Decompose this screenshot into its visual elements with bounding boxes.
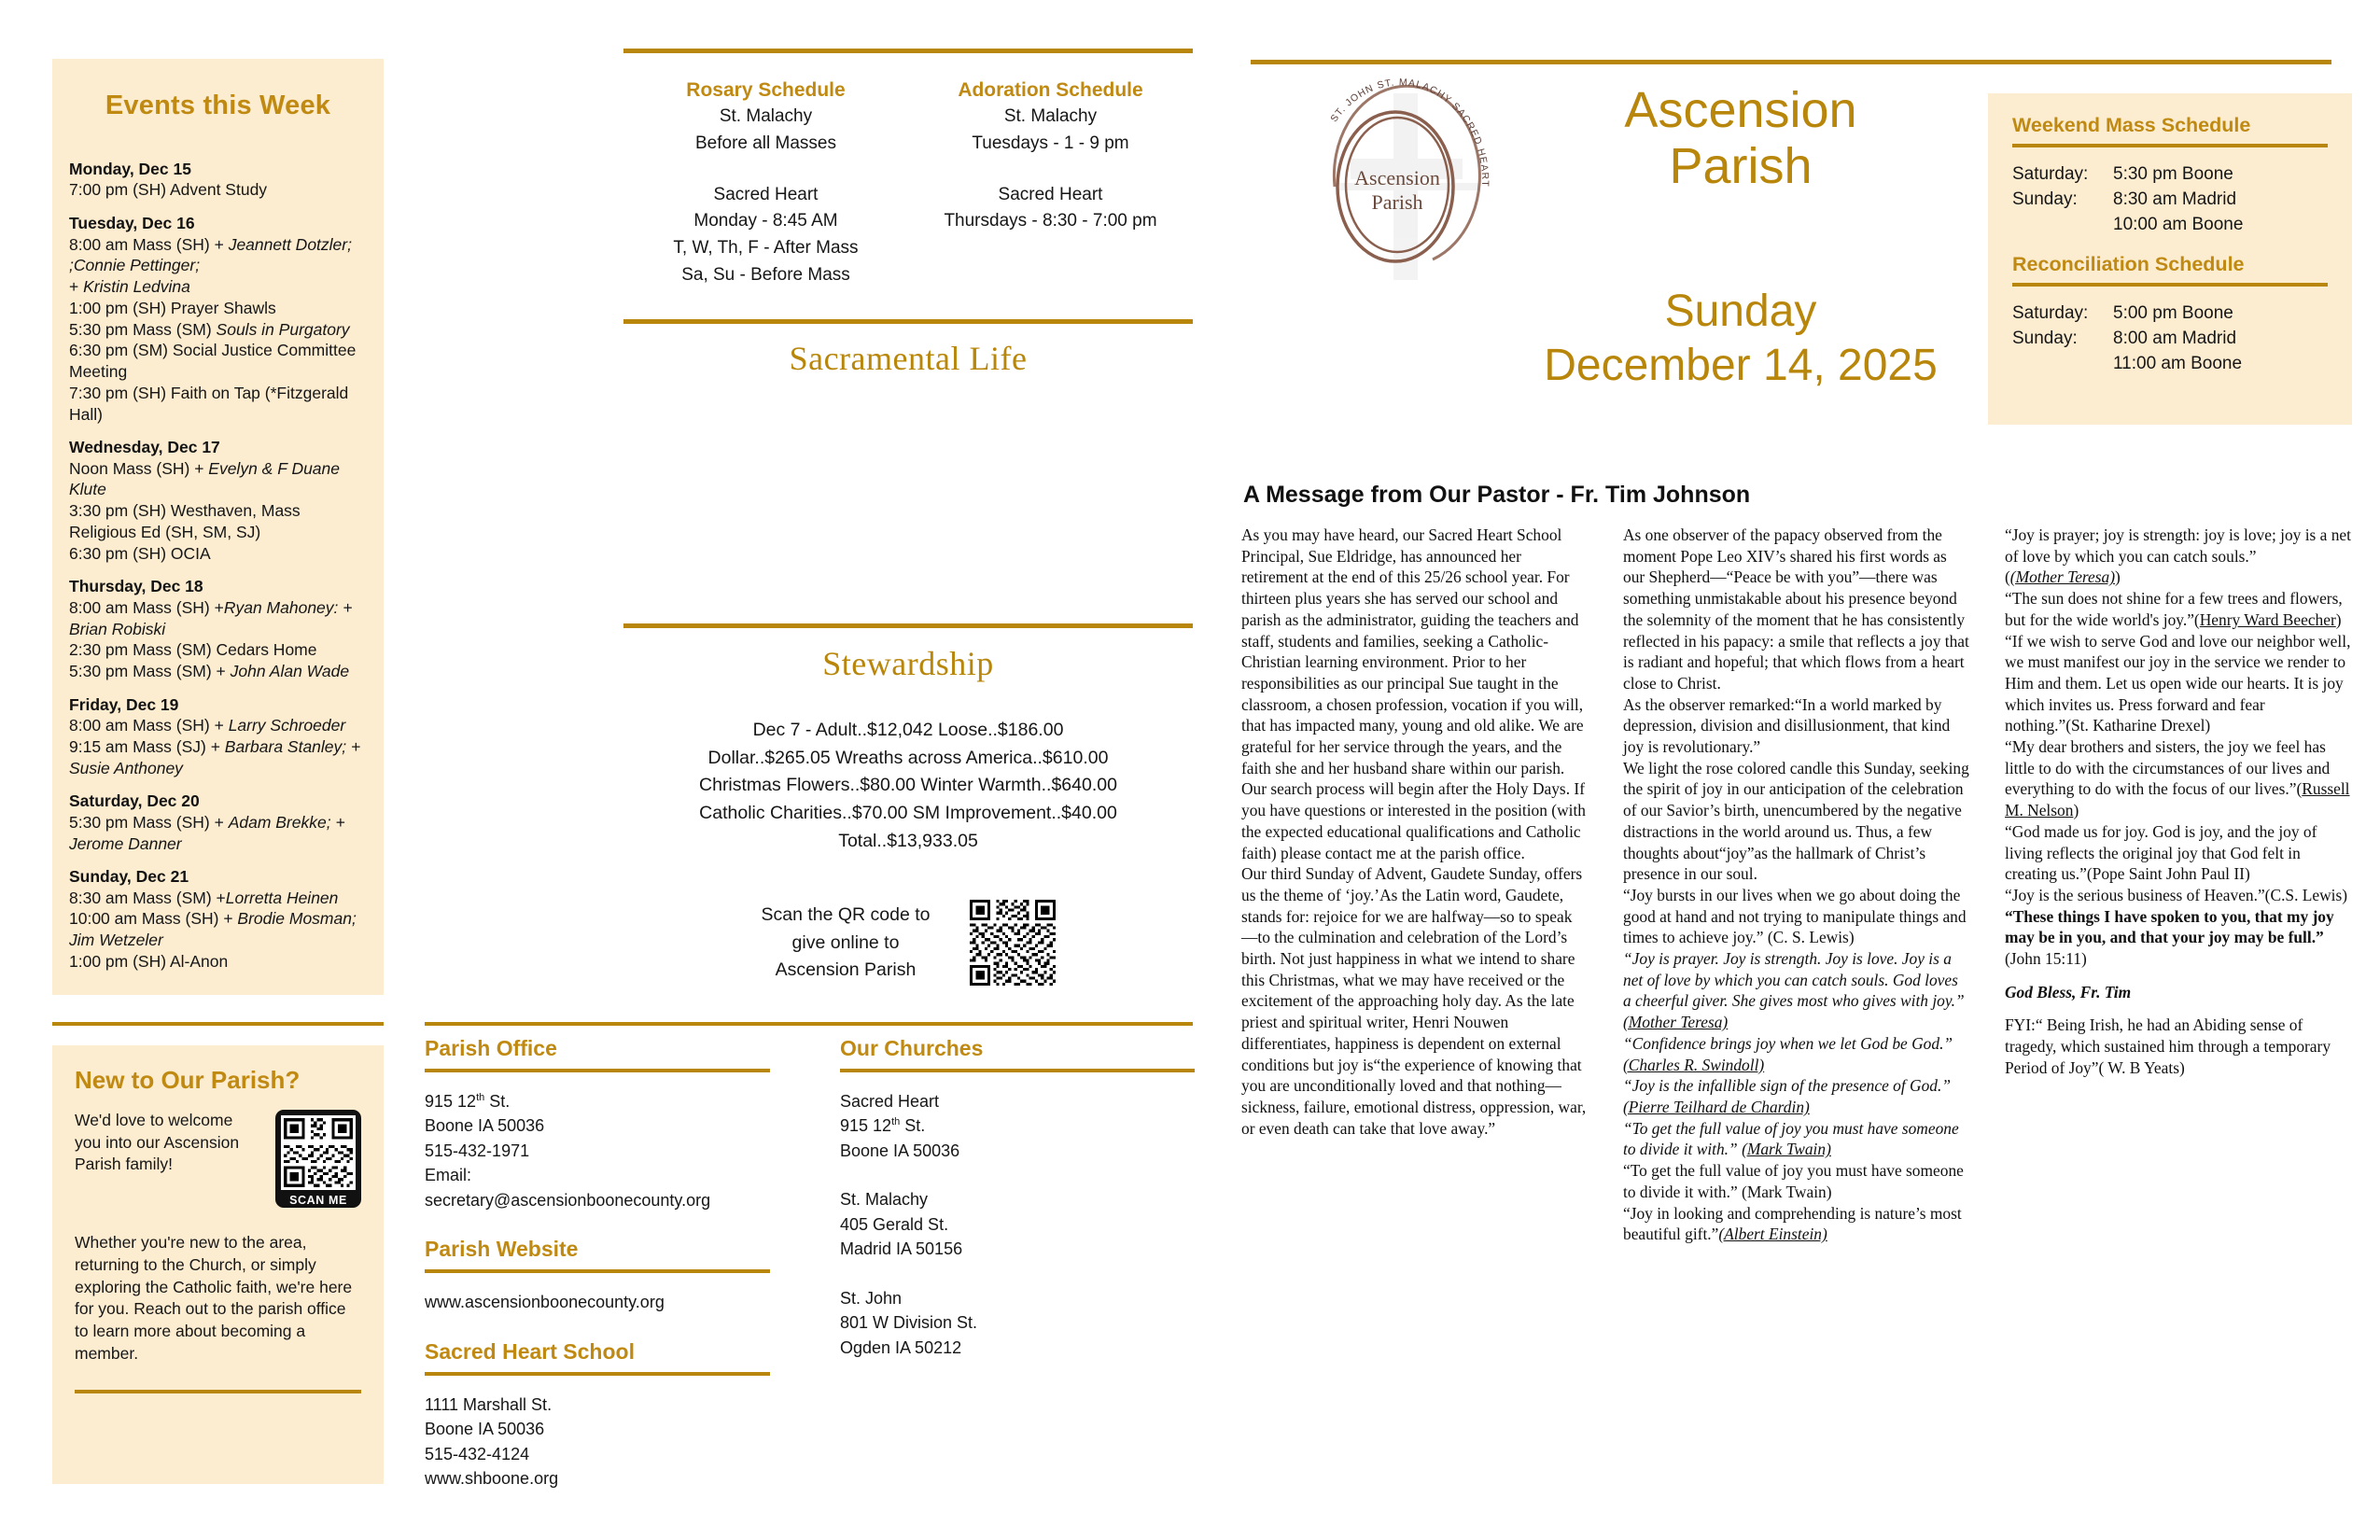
church-city: Boone IA 50036 [840, 1141, 960, 1160]
event-intention: Brodie Mosman; Jim Wetzeler [69, 909, 357, 950]
event-line: + Kristin Ledvina [69, 277, 190, 297]
divider-rule-bottom-left [52, 1022, 384, 1026]
parish-logo [1293, 77, 1531, 291]
svg-text:Ascension: Ascension [1354, 166, 1440, 189]
reconciliation-row [2012, 327, 2328, 352]
divider-rule-top [623, 49, 1193, 53]
event-intention: Barbara Stanley; + Susie Anthoney [69, 736, 361, 777]
event-line: 8:00 am Mass (SH) + Jeannett Dotzler; ;Connie Pettinger; [69, 234, 352, 275]
scan-me-label: SCAN ME [289, 1194, 347, 1207]
event-line: 9:15 am Mass (SJ) + Barbara Stanley; + Susie Anthoney [69, 736, 361, 777]
rosary-schedule [623, 79, 908, 287]
divider-rule [2012, 144, 2328, 147]
pastor-paragraph: Our third Sunday of Advent, Gaudete Sunday, offers us the theme of ‘joy.’As the Latin word, Gaudete, stands for: rejoice for we are halfway—so to speak—to the culmination and celebration of the Lord’s birth. Not just happiness in what we intend to share this Christmas, what we may have received or the excitement of the approaching holy day. As the late priest and spiritual writer, Henri Nouwen differentiates, happiness is dependent on external conditions but joy is“the experience of knowing that you are unconditionally loved and that nothing—sickness, failure, emotional distress, oppression, war, or even death can take that love away.” [1241, 864, 1587, 1138]
quote-attribution: (Pierre Teilhard de Chardin) [1623, 1097, 1810, 1116]
event-line: 8:30 am Mass (SM) +Lorretta Heinen [69, 888, 339, 907]
pastor-paragraph: We light the rose colored candle this Sunday, seeking the spirit of joy in our anticipation of the celebration of our Savior’s birth, unencumbered by the negative distractions in the world around us. Thus, a few thoughts about“joy”as the hallmark of Christ’s presence in our soul. [1623, 758, 1969, 884]
rosary-line: St. Malachy [719, 106, 813, 126]
divider-rule [2012, 283, 2328, 287]
divider-rule [425, 1372, 770, 1376]
event-intention: Evelyn & F Duane Klute [69, 458, 341, 499]
reconciliation-day: Sunday: [2012, 328, 2078, 348]
parish-office-column [425, 1036, 770, 1491]
stewardship-figures [623, 717, 1193, 855]
event-line: Noon Mass (SH) + Evelyn & F Duane Klute [69, 458, 341, 499]
event-line: Religious Ed (SH, SM, SJ) [69, 522, 261, 541]
stewardship-line: Dollar..$265.05 Wreaths across America..$610.00 [707, 747, 1109, 768]
event-line: 6:30 pm (SM) Social Justice Committee Meeting [69, 341, 357, 382]
pastor-quote: “The sun does not shine for a few trees and flowers, but for the wide world's joy.”(Henry Ward Beecher) [2005, 589, 2343, 629]
divider-rule [425, 1069, 770, 1072]
parish-office-heading: Parish Office [425, 1036, 557, 1060]
event-line: 3:30 pm (SH) Westhaven, Mass [69, 501, 301, 521]
quote-attribution: (Charles R. Swindoll) [1623, 1055, 1765, 1074]
quote-attribution: (Mother Teresa) [2009, 567, 2116, 587]
masthead-date [1456, 285, 2025, 392]
divider-rule-masthead [1251, 60, 2331, 64]
parish-office-phone: 515-432-1971 [425, 1141, 530, 1160]
rosary-line: Sa, Su - Before Mass [681, 265, 850, 286]
pastor-quote [1623, 1203, 1969, 1245]
church-address: 801 W Division St. [840, 1313, 978, 1333]
our-churches-column [840, 1036, 1195, 1360]
event-line: 7:00 pm (SH) Advent Study [69, 180, 268, 200]
divider-rule [425, 1269, 770, 1273]
divider-rule [75, 1390, 361, 1393]
pastor-quote [1623, 885, 1969, 948]
quote-text: “Joy is the infallible sign of the presence of God.” [1623, 1076, 1951, 1096]
event-intention: Jeannett Dotzler; ;Connie Pettinger; [69, 234, 352, 275]
rosary-line: Before all Masses [694, 133, 836, 153]
church-entry [840, 1187, 1195, 1261]
quote-text: “Joy bursts in our lives when we go about doing the good at hand and not trying to manipulate things and times to achieve joy.” [1623, 885, 1967, 947]
event-line: 7:30 pm (SH) Faith on Tap (*Fitzgerald Hall) [69, 383, 349, 424]
events-this-week-panel [52, 59, 384, 995]
adoration-line: Sacred Heart [998, 184, 1103, 204]
weekend-mass-row [2012, 162, 2328, 188]
event-line: 8:00 am Mass (SH) + Larry Schroeder [69, 716, 346, 735]
masthead-day: Sunday [1664, 287, 1817, 336]
parish-website-heading: Parish Website [425, 1237, 579, 1262]
events-list [69, 159, 367, 973]
qr-instructions [761, 902, 930, 984]
quote-attribution: (Mother Teresa) [1623, 1013, 1729, 1032]
giving-qr-code-icon[interactable] [970, 900, 1056, 986]
pastor-postscript: FYI:“ Being Irish, he had an Abiding sense of tragedy, which sustained him through a temporary Period of Joy”( W. B Yeats) [2005, 1015, 2331, 1077]
parish-website-url[interactable]: www.ascensionboonecounty.org [425, 1293, 665, 1312]
school-street: 1111 Marshall St. [425, 1394, 553, 1414]
pastor-scripture-quote [2005, 906, 2351, 970]
school-city: Boone IA 50036 [425, 1420, 545, 1439]
event-day-heading: Wednesday, Dec 17 [69, 438, 220, 457]
reconciliation-time: 5:00 pm Boone [2113, 302, 2233, 323]
event-intention: John Alan Wade [230, 662, 350, 681]
event-intention: Ryan Mahoney: + Brian Robiski [69, 597, 353, 638]
adoration-line: St. Malachy [1003, 106, 1098, 126]
divider-rule-sacramental [623, 319, 1193, 324]
pastor-quote: “Joy is prayer; joy is strength: joy is love; joy is a net of love by which you can catch souls.” [2005, 525, 2351, 566]
new-to-parish-panel [52, 1045, 384, 1484]
church-name: St. Malachy [840, 1190, 929, 1210]
weekend-mass-time: 5:30 pm Boone [2113, 164, 2233, 184]
rosary-line: Monday - 8:45 AM [693, 211, 838, 231]
event-day-heading: Tuesday, Dec 16 [69, 214, 195, 233]
adoration-schedule [908, 79, 1193, 287]
stewardship-line: Christmas Flowers..$80.00 Winter Warmth..$640.00 [699, 775, 1117, 796]
event-line: 2:30 pm Mass (SM) Cedars Home [69, 640, 317, 660]
qr-instruction-line: give online to [791, 931, 900, 953]
pastor-quote: “If we wish to serve God and love our neighbor well, we must manifest our joy in the service we render to Him and them. Let us open wide our hearts. It is joy which invites us. Press forward and fear nothing.”(St. Katharine Drexel) [2005, 631, 2351, 735]
event-intention: Souls in Purgatory [216, 319, 350, 339]
event-line: 1:00 pm (SH) Al-Anon [69, 951, 229, 971]
our-churches-heading: Our Churches [840, 1036, 984, 1060]
church-entry [840, 1089, 1195, 1163]
event-intention: Adam Brekke; + Jerome Danner [69, 812, 345, 853]
pastor-column-2 [1623, 525, 1969, 1486]
reconciliation-row [2012, 301, 2328, 327]
pastor-quote [1623, 1033, 1969, 1075]
church-city: Ogden IA 50212 [840, 1337, 962, 1357]
weekend-mass-row [2012, 188, 2328, 213]
school-phone: 515-432-4124 [425, 1444, 530, 1463]
masthead-title-line2: Parish [1669, 138, 1813, 195]
quote-attribution: (Albert Einstein) [1718, 1225, 1827, 1244]
quote-text: “My dear brothers and sisters, the joy we feel has little to do with the circumstances of our lives and everything to do with the focus of our lives.”( [2005, 737, 2331, 799]
new-to-parish-description: Whether you're new to the area, returning to the Church, or simply exploring the Catholic faith, we're here for you. Reach out to the parish office to learn more about becoming a member. [75, 1233, 353, 1363]
quote-attribution: Henry Ward Beecher [2199, 609, 2336, 629]
quote-text: “Joy is prayer. Joy is strength. Joy is love. Joy is a net of love by which you can catch souls. [1623, 949, 1952, 989]
pastor-column-3 [2005, 525, 2351, 1486]
church-name: Sacred Heart [840, 1092, 940, 1111]
quote-attribution: (C. S. Lewis) [1767, 928, 1855, 947]
pastor-paragraph: As one observer of the papacy observed from the moment Pope Leo XIV’s shared his first words as our Shepherd—“Peace be with you”—there was something unmistakable about his presence beyond the solemnity of the moment that he has consistently reflected in his papacy: a smile that reflects a joy that is radiant and hopeful; that which flows from a heart close to Christ. [1623, 525, 1969, 693]
quote-text-cont: God loves a cheerful giver. She gives most who gives with joy.” [1623, 970, 1965, 1011]
reconciliation-heading: Reconciliation Schedule [2012, 252, 2245, 275]
pastor-column-1 [1241, 525, 1588, 1486]
weekend-mass-schedule-box [1988, 93, 2352, 425]
schedules-block [623, 49, 1193, 378]
event-day-heading: Monday, Dec 15 [69, 160, 191, 178]
reconciliation-extra-time: 11:00 am Boone [2113, 353, 2243, 373]
quote-text: “To get the full value of joy you must have someone to divide it with.” [1623, 1118, 1959, 1159]
new-to-parish-welcome-text: We'd love to welcome you into our Ascension Parish family! [75, 1111, 240, 1174]
event-line: 8:00 am Mass (SH) +Ryan Mahoney: + Brian Robiski [69, 597, 353, 638]
masthead-full-date: December 14, 2025 [1544, 340, 1938, 390]
stewardship-title: Stewardship [822, 645, 994, 682]
parish-office-street: 915 12th St. [425, 1092, 511, 1111]
divider-rule [840, 1069, 1195, 1072]
parish-office-email-label: Email: [425, 1166, 472, 1185]
rosary-schedule-heading: Rosary Schedule [686, 79, 846, 101]
new-member-qr-code-icon[interactable] [275, 1110, 361, 1208]
church-address: 405 Gerald St. [840, 1214, 949, 1234]
divider-rule-bottom-mid [425, 1022, 1193, 1026]
pastor-quote: ((Mother Teresa)) [2005, 567, 2121, 587]
event-day-heading: Friday, Dec 19 [69, 694, 179, 714]
qr-instruction-line: Scan the QR code to [761, 904, 931, 926]
adoration-line: Thursdays - 8:30 - 7:00 pm [944, 211, 1157, 231]
sacramental-life-title: Sacramental Life [789, 339, 1028, 377]
quote-text: “Joy in looking and comprehending is nature’s most beautiful gift.” [1623, 1203, 1962, 1244]
reconciliation-time: 8:00 am Madrid [2113, 328, 2237, 348]
pastor-paragraph: As you may have heard, our Sacred Heart School Principal, Sue Eldridge, has announced her retirement at the end of this 25/26 school year. For thirteen plus years she has served our school and parish as the administrator, guiding the teachers and staff, students and families, seeking a Catholic-Christian learning environment. Prior to her responsibilities as our principal Sue taught in the classroom, a chosen profession, vocation if you will, that has impacted many, young and old alike. We are grateful for her service through the years, and the faith she and her husband share within our parish. Our search process will begin after the Holy Days. If you have questions or interested in the position (with the expected educational qualifications and Catholic faith) please contact me at the parish office. [1241, 525, 1587, 862]
scripture-citation: (John 15:11) [2005, 949, 2087, 969]
stewardship-total-line: Total..$13,933.05 [838, 830, 978, 851]
pastor-quote: “Joy is the serious business of Heaven.”(C.S. Lewis) [2005, 885, 2348, 904]
pastor-signoff: God Bless, Fr. Tim [2005, 982, 2132, 1001]
quote-text: “Confidence brings joy when we let God be God.” [1623, 1033, 1953, 1053]
pastor-quote [1623, 948, 1969, 1033]
pastor-quote [1623, 1075, 1969, 1117]
school-website[interactable]: www.shboone.org [425, 1469, 559, 1489]
quote-text: “The sun does not shine for a few trees and flowers, but for the wide world's joy.”( [2005, 589, 2343, 629]
weekend-mass-day: Sunday: [2012, 189, 2078, 209]
church-entry [840, 1286, 1195, 1360]
pastor-message-heading: A Message from Our Pastor - Fr. Tim Johnson [1243, 482, 1751, 508]
weekend-mass-extra-time: 10:00 am Boone [2113, 214, 2244, 234]
event-day-heading: Thursday, Dec 18 [69, 577, 203, 596]
event-line: 10:00 am Mass (SH) + Brodie Mosman; Jim Wetzeler [69, 909, 357, 950]
stewardship-line: Catholic Charities..$70.00 SM Improvement..$40.00 [699, 802, 1117, 823]
pastor-quote: “My dear brothers and sisters, the joy we feel has little to do with the circumstances of our lives and everything to do with the focus of our lives.”(Russell M. Nelson) [2005, 737, 2350, 820]
pastor-paragraph: As the observer remarked:“In a world marked by depression, division and disillusionment, that kind joy is revolutionary.” [1623, 694, 1951, 757]
pastor-message-columns [1241, 525, 2352, 1486]
event-line: 1:00 pm (SH) Prayer Shawls [69, 298, 276, 317]
weekend-mass-day: Saturday: [2012, 164, 2089, 184]
church-name: St. John [840, 1288, 903, 1308]
reconciliation-day: Saturday: [2012, 302, 2089, 323]
sacred-heart-school-heading: Sacred Heart School [425, 1338, 635, 1364]
event-line: 5:30 pm Mass (SM) + John Alan Wade [69, 662, 350, 681]
event-intention: Larry Schroeder [228, 716, 346, 735]
pastor-quote: “God made us for joy. God is joy, and the joy of living reflects the original joy that God felt in creating us.”(Pope Saint John Paul II) [2005, 821, 2317, 884]
weekend-mass-time: 8:30 am Madrid [2113, 189, 2237, 209]
svg-text:Parish: Parish [1371, 190, 1423, 214]
pastor-quote: “To get the full value of joy you must have someone to divide it with.” (Mark Twain) [1623, 1161, 1964, 1201]
scripture-text: “These things I have spoken to you, that my joy may be in you, and that your joy may be full.” [2005, 906, 2334, 947]
event-line: 5:30 pm Mass (SH) + Adam Brekke; + Jerome Danner [69, 812, 345, 853]
rosary-line: Sacred Heart [713, 184, 819, 204]
svg-text:ST. JOHN ST. MALACHY SACRED: ST. JOHN ST. MALACHY SACRED HEART [1328, 77, 1491, 188]
event-intention: Kristin Ledvina [83, 277, 190, 297]
masthead-parish-title [1512, 82, 1969, 195]
event-line: 5:30 pm Mass (SM) Souls in Purgatory [69, 319, 350, 339]
adoration-line: Tuesdays - 1 - 9 pm [972, 133, 1129, 153]
church-city: Madrid IA 50156 [840, 1239, 963, 1259]
new-to-parish-title: New to Our Parish? [75, 1066, 301, 1094]
events-title: Events this Week [105, 91, 331, 120]
parish-office-city: Boone IA 50036 [425, 1116, 545, 1136]
parish-office-email[interactable]: secretary@ascensionboonecounty.org [425, 1190, 711, 1210]
church-address: 915 12th St. [840, 1116, 926, 1136]
stewardship-section [623, 644, 1193, 986]
event-intention: Lorretta Heinen [225, 888, 339, 907]
rosary-line: T, W, Th, F - After Mass [673, 238, 859, 259]
event-day-heading: Sunday, Dec 21 [69, 867, 189, 887]
quote-attribution: (Mark Twain) [1742, 1140, 1831, 1159]
event-line: 6:30 pm (SH) OCIA [69, 543, 211, 563]
adoration-schedule-heading: Adoration Schedule [958, 79, 1143, 101]
event-day-heading: Saturday, Dec 20 [69, 791, 200, 811]
masthead-title-line1: Ascension [1624, 82, 1857, 138]
quote-attribution: Russell M. Nelson [2005, 779, 2350, 820]
weekend-mass-heading: Weekend Mass Schedule [2012, 114, 2251, 136]
pastor-quote [1623, 1118, 1969, 1160]
divider-rule-stewardship [623, 623, 1193, 628]
stewardship-line: Dec 7 - Adult..$12,042 Loose..$186.00 [752, 720, 1064, 740]
qr-instruction-line: Ascension Parish [775, 959, 917, 980]
